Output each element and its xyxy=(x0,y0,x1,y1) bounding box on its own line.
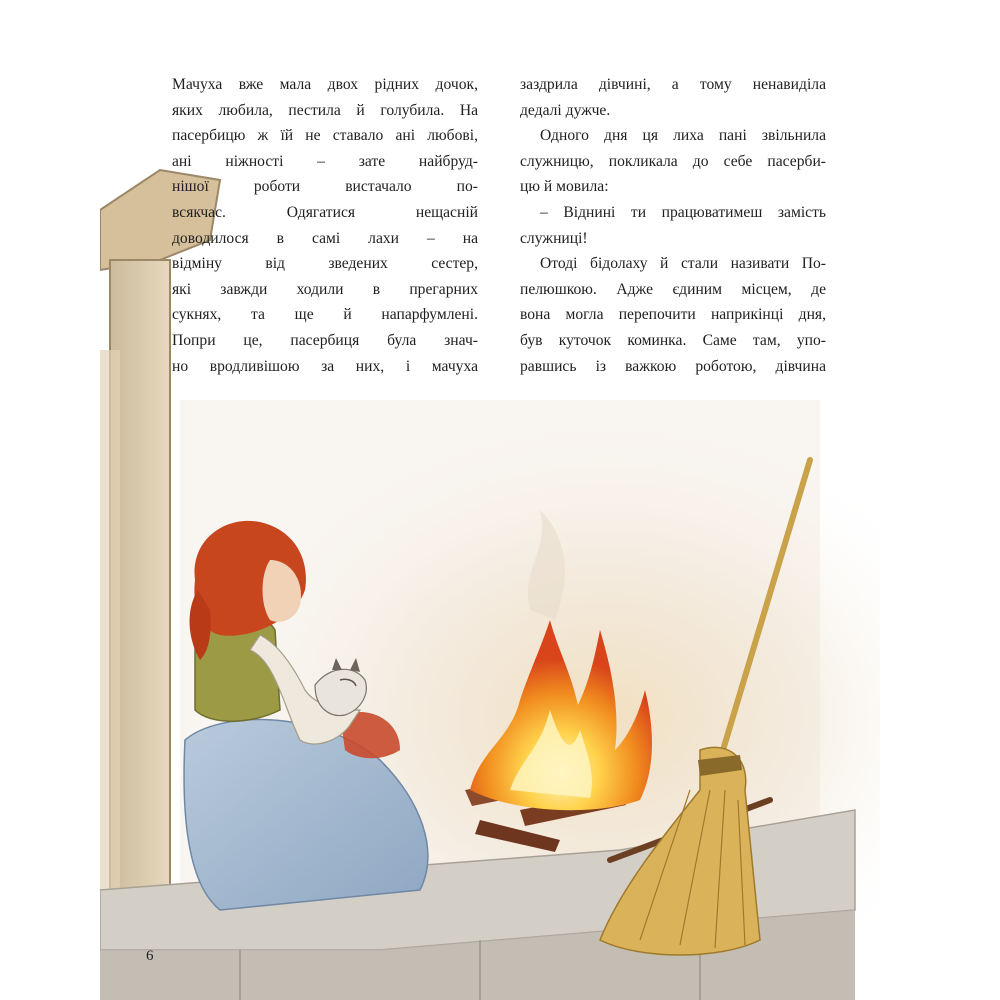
text-column-left xyxy=(172,72,478,379)
text-line: які завжди ходили в прегарних xyxy=(172,280,478,298)
text-line: сукнях, та ще й напарфумлені. xyxy=(172,306,478,324)
page-number: 6 xyxy=(146,948,154,964)
text-line: – Віднині ти працюватимеш замість xyxy=(540,203,826,221)
paragraph xyxy=(520,72,826,123)
text-line: цю й мовила: xyxy=(520,178,609,196)
paragraph xyxy=(520,123,826,200)
paragraph xyxy=(520,251,826,379)
text-line: Отоді бідолаху й стали називати По- xyxy=(540,255,826,273)
text-line: дедалі дужче. xyxy=(520,101,611,119)
text-line: но вродливішою за них, і мачуха xyxy=(172,357,478,375)
text-line: яких любила, пестила й голубила. На xyxy=(172,101,478,119)
text-line: був куточок коминка. Саме там, упо- xyxy=(520,331,826,349)
text-line: нішої роботи вистачало по- xyxy=(172,178,478,196)
text-line: доводилося в самі лахи – на xyxy=(172,229,478,247)
text-line: равшись із важкою роботою, дівчина xyxy=(520,357,826,375)
text-line: служницю, покликала до себе пасерби- xyxy=(520,152,826,170)
text-line: Мачуха вже мала двох рідних дочок, xyxy=(172,76,478,93)
text-line: заздрила дівчині, а тому ненавиділа xyxy=(520,76,826,93)
text-line: Одного дня ця лиха пані звільнила xyxy=(540,127,826,145)
text-line: служниці! xyxy=(520,229,588,247)
text-line: всякчас. Одягатися нещасній xyxy=(172,203,478,221)
text-line: ані ніжності – зате найбруд- xyxy=(172,152,478,170)
text-line: пелюшкою. Адже єдиним місцем, де xyxy=(520,280,826,298)
text-line: вона могла перепочити наприкінці дня, xyxy=(520,306,826,324)
text-line: пасербицю ж їй не ставало ані любові, xyxy=(172,127,478,145)
text-column-right xyxy=(520,72,826,379)
text-line: відміну від зведених сестер, xyxy=(172,255,478,273)
text-line: Попри це, пасербиця була знач- xyxy=(172,331,478,349)
paragraph xyxy=(172,72,478,379)
paragraph xyxy=(520,200,826,251)
